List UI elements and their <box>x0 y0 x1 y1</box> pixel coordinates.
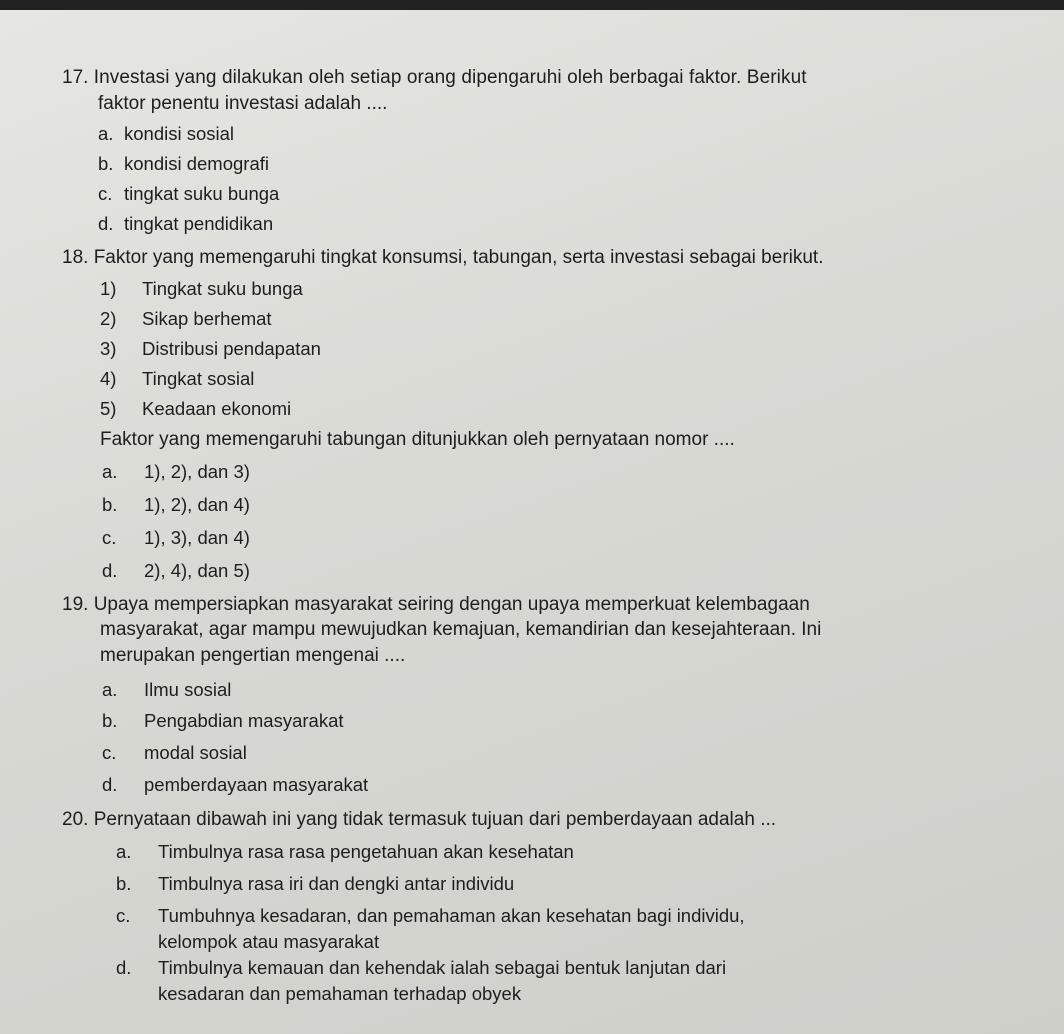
option-19-b[interactable] <box>102 709 344 732</box>
statement-label: 2) <box>100 308 117 329</box>
option-letter: b. <box>102 710 118 731</box>
option-text: kondisi demografi <box>124 153 269 174</box>
question-17-stem-line-2: faktor penentu investasi adalah .... <box>98 93 388 114</box>
statement-text: Tingkat suku bunga <box>142 278 303 299</box>
question-stem-line: Investasi yang dilakukan oleh setiap orang dipengaruhi oleh berbagai faktor. Berikut <box>93 67 807 88</box>
statement-2 <box>100 307 272 330</box>
option-17-c[interactable] <box>98 182 279 205</box>
statement-3 <box>100 337 321 360</box>
option-18-d[interactable] <box>102 559 250 582</box>
question-20 <box>62 808 776 831</box>
option-text: Timbulnya rasa rasa pengetahuan akan kesehatan <box>158 841 574 862</box>
question-number: 17. <box>62 67 89 88</box>
statement-label: 5) <box>100 398 117 419</box>
option-letter: d. <box>102 560 118 581</box>
option-letter: c. <box>116 905 131 926</box>
option-text: modal sosial <box>144 742 247 763</box>
option-text: kondisi sosial <box>124 123 235 144</box>
option-letter: c. <box>98 183 113 204</box>
statement-1 <box>100 277 303 300</box>
question-number: 20. <box>62 809 89 830</box>
option-letter: d. <box>116 957 132 978</box>
option-17-a[interactable] <box>98 122 234 145</box>
option-20-a[interactable] <box>116 840 574 863</box>
option-18-a[interactable] <box>102 460 250 483</box>
option-letter: a. <box>98 123 114 144</box>
question-19-stem-line-2: masyarakat, agar mampu mewujudkan kemajuan, kemandirian dan kesejahteraan. Ini <box>100 619 822 640</box>
question-19-stem-line-3: merupakan pengertian mengenai .... <box>100 645 406 666</box>
question-18-sub-question: Faktor yang memengaruhi tabungan ditunjukkan oleh pernyataan nomor .... <box>100 429 735 450</box>
option-20-c-line-2: kelompok atau masyarakat <box>158 931 380 952</box>
option-20-c[interactable] <box>116 904 745 927</box>
option-19-c[interactable] <box>102 741 247 764</box>
option-letter: b. <box>98 153 114 174</box>
option-text: Pengabdian masyarakat <box>144 710 344 731</box>
question-stem-line: Upaya mempersiapkan masyarakat seiring dengan upaya memperkuat kelembagaan <box>93 594 810 615</box>
statement-label: 1) <box>100 278 117 299</box>
option-letter: a. <box>116 841 132 862</box>
option-text: 2), 4), dan 5) <box>144 560 250 581</box>
question-number: 18. <box>62 247 89 268</box>
option-17-d[interactable] <box>98 212 273 235</box>
top-dark-edge <box>0 0 1064 10</box>
option-20-d[interactable] <box>116 956 726 979</box>
worksheet-page <box>0 10 1064 1034</box>
question-18 <box>62 246 824 269</box>
option-17-b[interactable] <box>98 152 269 175</box>
option-letter: b. <box>116 873 132 894</box>
statement-4 <box>100 367 254 390</box>
question-17 <box>62 66 807 89</box>
option-text: 1), 2), dan 3) <box>144 461 250 482</box>
statement-text: Sikap berhemat <box>142 308 272 329</box>
option-19-a[interactable] <box>102 678 231 701</box>
question-number: 19. <box>62 594 89 615</box>
option-text: tingkat suku bunga <box>124 183 280 204</box>
option-letter: b. <box>102 494 118 515</box>
option-text: 1), 2), dan 4) <box>144 494 250 515</box>
statement-5 <box>100 397 291 420</box>
option-19-d[interactable] <box>102 773 368 796</box>
option-text: Ilmu sosial <box>144 679 232 700</box>
option-20-b[interactable] <box>116 872 514 895</box>
statement-text: Tingkat sosial <box>142 368 255 389</box>
option-letter: c. <box>102 527 117 548</box>
option-text: 1), 3), dan 4) <box>144 527 250 548</box>
option-text: tingkat pendidikan <box>124 213 274 234</box>
option-18-b[interactable] <box>102 493 250 516</box>
statement-label: 3) <box>100 338 117 359</box>
option-letter: d. <box>102 774 118 795</box>
option-letter: c. <box>102 742 117 763</box>
option-letter: d. <box>98 213 114 234</box>
option-text: Tumbuhnya kesadaran, dan pemahaman akan kesehatan bagi individu, <box>158 905 745 926</box>
option-text: pemberdayaan masyarakat <box>144 774 369 795</box>
option-text: Timbulnya rasa iri dan dengki antar individu <box>158 873 515 894</box>
option-letter: a. <box>102 679 118 700</box>
option-18-c[interactable] <box>102 526 250 549</box>
statement-text: Keadaan ekonomi <box>142 398 292 419</box>
statement-label: 4) <box>100 368 117 389</box>
question-stem-line: Pernyataan dibawah ini yang tidak termasuk tujuan dari pemberdayaan adalah ... <box>93 809 777 830</box>
option-letter: a. <box>102 461 118 482</box>
statement-text: Distribusi pendapatan <box>142 338 321 359</box>
option-text: Timbulnya kemauan dan kehendak ialah sebagai bentuk lanjutan dari <box>158 957 727 978</box>
question-stem-line: Faktor yang memengaruhi tingkat konsumsi, tabungan, serta investasi sebagai berikut. <box>93 247 824 268</box>
option-20-d-line-2: kesadaran dan pemahaman terhadap obyek <box>158 983 522 1004</box>
question-19 <box>62 593 810 616</box>
